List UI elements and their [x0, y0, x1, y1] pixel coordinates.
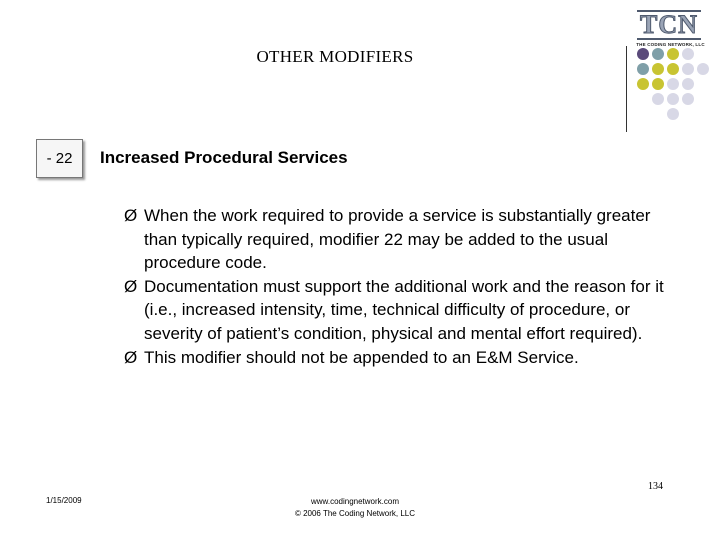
dot: [682, 78, 694, 90]
footer-url: www.codingnetwork.com: [310, 497, 400, 506]
bullet-item: [124, 204, 684, 275]
arrow-bullet-icon: Ø: [124, 347, 138, 367]
bullet-list: [124, 204, 684, 369]
dot: [667, 48, 679, 60]
dot: [652, 93, 664, 105]
divider-line: [626, 46, 627, 132]
tcn-logo: [633, 10, 708, 47]
dot: [652, 78, 664, 90]
decorative-dot-grid: [637, 48, 717, 120]
modifier-code-box: [36, 139, 83, 178]
dot: [682, 93, 694, 105]
dot: [667, 63, 679, 75]
footer-copyright: © 2006 The Coding Network, LLC: [294, 509, 416, 518]
arrow-bullet-icon: Ø: [124, 206, 138, 225]
logo-subtitle: THE CODING NETWORK, LLC: [636, 42, 705, 47]
bullet-item: [124, 346, 684, 370]
bullet-text: Documentation must support the additional work and the reason for it (i.e., increased intensity, time, technical difficulty of procedure, or severity of patient’s condition, physical and mental effort required).: [144, 276, 664, 343]
dot: [667, 93, 679, 105]
dot: [667, 78, 679, 90]
dot: [637, 63, 649, 75]
page-number: 134: [648, 481, 663, 492]
arrow-bullet-icon: Ø: [124, 276, 138, 296]
footer-date: 1/15/2009: [46, 496, 82, 505]
dot: [637, 78, 649, 90]
dot: [697, 63, 709, 75]
footer-credits: [240, 496, 470, 520]
dot: [682, 48, 694, 60]
section-heading: Increased Procedural Services: [100, 148, 348, 167]
bullet-text: When the work required to provide a service is substantially greater than typically required, modifier 22 may be added to the usual procedure code.: [144, 206, 651, 273]
modifier-code: - 22: [46, 150, 73, 167]
dot: [652, 63, 664, 75]
bullet-text: This modifier should not be appended to an E&M Service.: [144, 347, 579, 367]
dot: [682, 63, 694, 75]
dot: [637, 48, 649, 60]
dot: [667, 108, 679, 120]
bullet-item: [124, 275, 684, 346]
dot: [652, 48, 664, 60]
slide-title: OTHER MODIFIERS: [256, 47, 414, 66]
logo-mark: TCN: [637, 10, 701, 40]
